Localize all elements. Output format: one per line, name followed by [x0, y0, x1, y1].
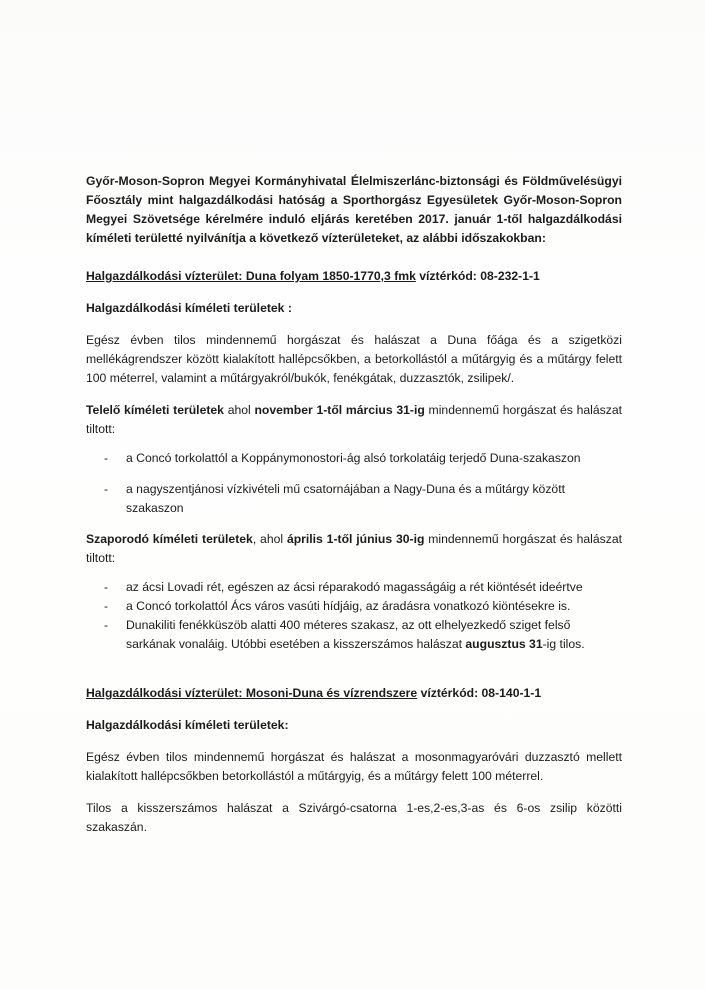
- section-2-subtitle: Halgazdálkodási kíméleti területek:: [86, 718, 289, 732]
- szap-last-date: augusztus 31: [465, 637, 543, 651]
- section-1-paragraph: Egész évben tilos mindennemű horgászat és halászat a Duna főága és a szigetközi mellékágrendszer között kialakított hallépcsőkben, a betorkollástól a műtárgyig és a műtárgy felett 100 méterrel, valamint a műtárgyakról/bukók, fenékgátak, duzzasztók, zsilipek/.: [86, 333, 622, 385]
- list-item: [86, 616, 622, 654]
- teleo-heading: [86, 401, 622, 439]
- teleo-text-2: mindennemű horgászat és halászat tiltott:: [86, 403, 622, 436]
- teleo-label: Telelő kíméleti területek: [86, 403, 224, 417]
- list-item: - az ácsi Lovadi rét, egészen az ácsi réparakodó magasságáig a rét kiöntését ideértve: [86, 578, 622, 597]
- section-1-title: [86, 267, 622, 286]
- szap-last-text-1: Dunakiliti fenékküszöb alatti 400 méteres szakasz, az ott elhelyezkedő sziget felső sarkának vonaláig. Utóbbi esetében a kisszerszámos halászat: [126, 618, 571, 651]
- document-body: [86, 172, 622, 837]
- szap-text-2: mindennemű horgászat és halászat tiltott:: [86, 532, 622, 565]
- szap-label: Szaporodó kíméleti területek: [86, 532, 253, 546]
- szap-list: [86, 578, 622, 654]
- teleo-text-1: ahol: [223, 403, 255, 417]
- section-2-title: [86, 684, 622, 703]
- list-item: - a Concó torkolattól Ács város vasúti hídjáig, az áradásra vonatkozó kiöntésekre is.: [86, 597, 622, 616]
- section-2-title-code: víztérkód: 08-140-1-1: [417, 686, 542, 700]
- teleo-period: november 1-től március 31-ig: [254, 403, 425, 417]
- intro-paragraph: Győr-Moson-Sopron Megyei Kormányhivatal Élelmiszerlánc-biztonsági és Földművelésügyi Főosztály mint halgazdálkodási hatóság a Sporthorgász Egyesületek Győr-Moson-Sopron Megyei Szövetsége kérelmére induló eljárás keretében 2017. január 1-től halgazdálkodási kíméleti területté nyilvánítja a következő vízterületeket, az alábbi időszakokban:: [86, 174, 622, 245]
- szap-heading: [86, 530, 622, 568]
- section-2-paragraph-2: Tilos a kisszerszámos halászat a Szivárgó-csatorna 1-es,2-es,3-as és 6-os zsilip közötti szakaszán.: [86, 801, 622, 834]
- section-2-paragraph-1: Egész évben tilos mindennemű horgászat és halászat a mosonmagyaróvári duzzasztó mellett kialakított hallépcsőkben betorkollástól a műtárgyig, és a műtárgy felett 100 méterrel.: [86, 750, 622, 783]
- section-1-subtitle: Halgazdálkodási kíméleti területek :: [86, 301, 292, 315]
- szap-last-text-2: -ig tilos.: [542, 637, 585, 651]
- szap-text-1: , ahol: [252, 532, 287, 546]
- teleo-list: [86, 449, 622, 518]
- section-2-title-water: Halgazdálkodási vízterület: Mosoni-Duna és vízrendszere: [86, 686, 418, 700]
- section-1-title-water: Halgazdálkodási vízterület: Duna folyam 1850-1770,3 fmk: [86, 269, 416, 283]
- list-item: - a Concó torkolattól a Koppánymonostori-ág alsó torkolatáig terjedő Duna-szakaszon: [86, 449, 622, 468]
- section-1-title-code: víztérkód: 08-232-1-1: [415, 269, 540, 283]
- szap-period: április 1-től június 30-ig: [286, 532, 425, 546]
- list-item: - a nagyszentjánosi vízkivételi mű csatornájában a Nagy-Duna és a műtárgy között szakaszon: [86, 480, 622, 518]
